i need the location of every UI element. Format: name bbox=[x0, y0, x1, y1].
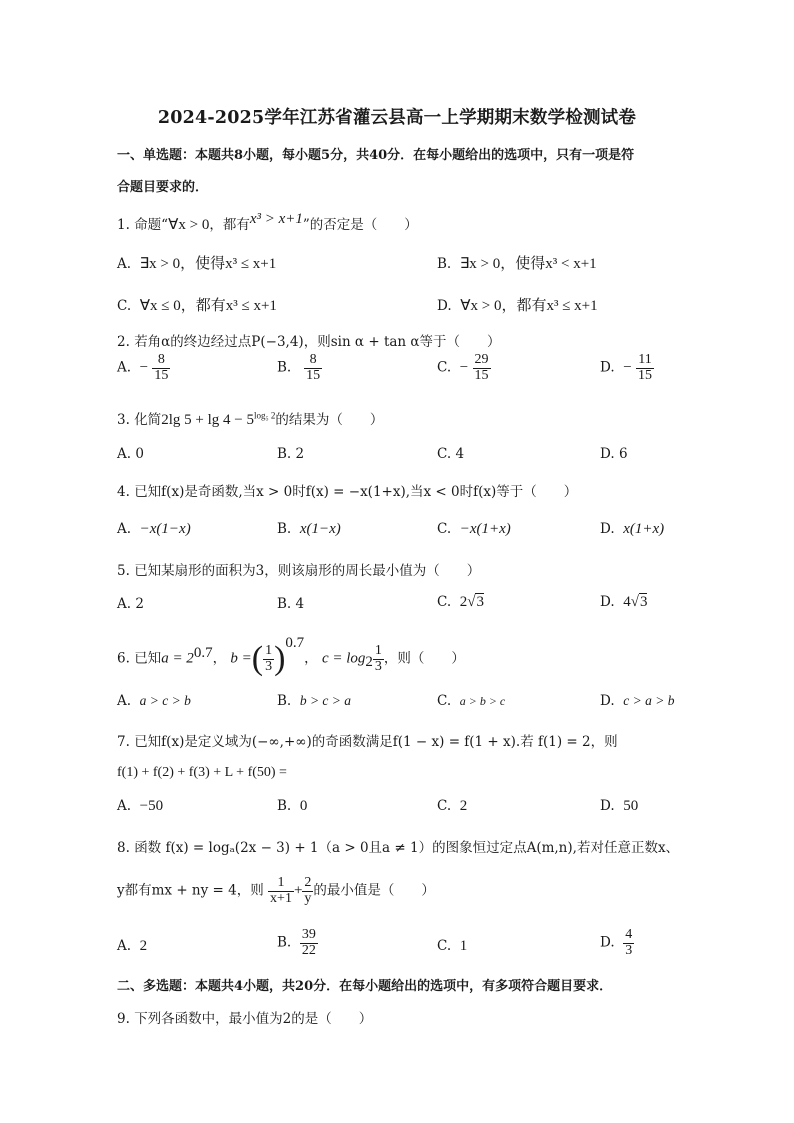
question-7-cont: f(1) + f(2) + f(3) + L + f(50) = bbox=[117, 765, 287, 780]
option-sqrt: 4√3 bbox=[623, 594, 648, 610]
option-text: x(1+x) bbox=[623, 521, 665, 537]
option-label: D. bbox=[437, 298, 452, 314]
option-label: C. bbox=[437, 938, 452, 954]
option-text: −50 bbox=[139, 798, 164, 814]
q3-exponent: log₅ 2 bbox=[253, 410, 276, 421]
q3-option-d[interactable] bbox=[600, 446, 628, 462]
q5-option-a[interactable] bbox=[117, 596, 144, 612]
q6-c-base: 2 bbox=[365, 654, 373, 671]
q4-number: 4. bbox=[117, 484, 130, 500]
q6-right-paren: ) bbox=[274, 640, 286, 677]
question-9 bbox=[117, 1007, 372, 1027]
option-sign: − bbox=[623, 359, 632, 376]
q2-option-c[interactable] bbox=[437, 353, 491, 383]
option-label: A. bbox=[117, 798, 132, 814]
option-label: A. bbox=[117, 446, 132, 462]
q8-option-c[interactable] bbox=[437, 938, 467, 955]
option-text: ∃x > 0，使得x³ < x+1 bbox=[459, 256, 597, 272]
option-label: B. bbox=[277, 359, 292, 376]
q1-mid: ，都有 bbox=[209, 217, 250, 233]
option-text: 0 bbox=[135, 446, 144, 462]
section-1-header-cont: 合题目要求的． bbox=[117, 180, 209, 195]
q1-suffix: ”的否定是（ ） bbox=[302, 217, 418, 233]
option-label: A. bbox=[117, 521, 132, 537]
option-text: 4 bbox=[455, 446, 465, 462]
q7-option-c[interactable] bbox=[437, 798, 467, 815]
q8-option-a[interactable] bbox=[117, 938, 147, 955]
q4-option-a[interactable] bbox=[117, 521, 191, 538]
option-text: ∃x > 0，使得x³ ≤ x+1 bbox=[139, 256, 277, 272]
q1-option-a[interactable] bbox=[117, 252, 276, 273]
option-label: D. bbox=[600, 798, 615, 814]
q8-fraction-2: $\frac{2}{y}$ bbox=[304, 875, 312, 906]
question-7 bbox=[117, 730, 618, 750]
q2-option-b[interactable] bbox=[277, 353, 322, 383]
q7-option-d[interactable] bbox=[600, 798, 638, 815]
q5-option-c[interactable] bbox=[437, 594, 484, 611]
option-text: 6 bbox=[618, 446, 628, 462]
option-text: a > b > c bbox=[459, 694, 506, 708]
q8-plus: + bbox=[293, 882, 303, 899]
q6-option-a[interactable] bbox=[117, 693, 191, 709]
q9-stem: 下列各函数中，最小值为2的是（ ） bbox=[134, 1011, 373, 1027]
option-label: B. bbox=[277, 934, 292, 951]
q8-number: 8. bbox=[117, 840, 130, 856]
option-text: 2 bbox=[139, 938, 148, 954]
option-label: C. bbox=[437, 693, 452, 709]
q6-sep: ， bbox=[304, 650, 318, 667]
option-fraction: $\frac{29}{15}$ bbox=[474, 352, 489, 383]
option-text: c > a > b bbox=[623, 693, 675, 708]
question-8 bbox=[117, 836, 679, 856]
question-8-cont bbox=[117, 876, 435, 906]
q8-stem2-b: 的最小值是（ ） bbox=[313, 882, 435, 899]
option-label: B. bbox=[277, 521, 292, 537]
q6-a-expr: a = 2 bbox=[161, 650, 194, 667]
option-text: −x(1+x) bbox=[459, 521, 511, 537]
option-label: B. bbox=[277, 596, 292, 612]
section-2-header: 二、多选题：本题共4小题，共20分．在每小题给出的选项中，有多项符合题目要求． bbox=[117, 979, 613, 994]
option-label: B. bbox=[437, 256, 452, 272]
option-label: B. bbox=[277, 693, 292, 709]
q1-option-b[interactable] bbox=[437, 252, 597, 273]
q7-option-a[interactable] bbox=[117, 798, 163, 815]
option-fraction: $\frac{4}{3}$ bbox=[625, 927, 633, 958]
q9-number: 9. bbox=[117, 1011, 130, 1027]
option-label: D. bbox=[600, 521, 615, 537]
option-text: −x(1−x) bbox=[139, 521, 191, 537]
question-2 bbox=[117, 330, 501, 350]
q4-option-b[interactable] bbox=[277, 521, 341, 538]
q6-b-expr: b = bbox=[230, 650, 252, 667]
q6-a-exp: 0.7 bbox=[193, 645, 213, 661]
question-3 bbox=[117, 408, 383, 429]
q5-option-d[interactable] bbox=[600, 594, 647, 611]
option-label: A. bbox=[117, 938, 132, 954]
q4-option-c[interactable] bbox=[437, 521, 511, 538]
option-label: B. bbox=[277, 798, 292, 814]
option-sign: − bbox=[459, 359, 469, 376]
q6-b-fraction: $\frac{1}{3}$ bbox=[265, 642, 273, 674]
q6-left-paren: ( bbox=[251, 640, 264, 677]
q8-option-b[interactable] bbox=[277, 928, 318, 958]
option-text: a > c > b bbox=[139, 693, 191, 708]
q7-option-b[interactable] bbox=[277, 798, 307, 815]
q1-expr: x³ > x+1 bbox=[249, 211, 303, 227]
option-label: C. bbox=[117, 298, 132, 314]
question-6 bbox=[117, 635, 465, 677]
q3-option-a[interactable] bbox=[117, 446, 144, 462]
option-text: b > c > a bbox=[299, 693, 352, 708]
q2-option-a[interactable] bbox=[117, 353, 170, 383]
q3-option-b[interactable] bbox=[277, 446, 304, 462]
option-label: C. bbox=[437, 798, 452, 814]
q3-expr: 2lg 5 + lg 4 − 5 bbox=[161, 412, 254, 428]
q1-forall: ∀x > 0 bbox=[168, 217, 210, 233]
q6-b-exp: 0.7 bbox=[285, 635, 305, 651]
option-text: 2 bbox=[459, 798, 468, 814]
q7-number: 7. bbox=[117, 734, 130, 750]
option-text: 2 bbox=[295, 446, 305, 462]
q6-option-c[interactable] bbox=[437, 693, 505, 709]
q8-stem: 函数 f(x) = logₐ(2x − 3) + 1（a > 0且a ≠ 1）的图象恒过定点A(m,n),若对任意正数x、 bbox=[134, 840, 680, 856]
q6-option-d[interactable] bbox=[600, 693, 674, 709]
q6-stem-b: ，则（ ） bbox=[383, 650, 465, 667]
q3-stem-a: 化简 bbox=[134, 412, 162, 428]
q6-sep: ， bbox=[212, 650, 227, 667]
option-label: D. bbox=[600, 693, 615, 709]
option-label: D. bbox=[600, 359, 615, 376]
q3-stem-b: 的结果为（ ） bbox=[275, 412, 384, 428]
option-label: A. bbox=[117, 256, 132, 272]
question-5 bbox=[117, 559, 480, 579]
option-label: C. bbox=[437, 521, 452, 537]
q5-stem: 已知某扇形的面积为3，则该扇形的周长最小值为（ ） bbox=[134, 563, 481, 579]
option-label: D. bbox=[600, 934, 615, 951]
q1-prefix: 命题“ bbox=[134, 217, 169, 233]
option-label: D. bbox=[600, 446, 615, 462]
q1-option-c[interactable] bbox=[117, 294, 277, 315]
q1-number: 1. bbox=[117, 217, 130, 233]
page-title: 2024-2025学年江苏省灌云县高一上学期期末数学检测试卷 bbox=[157, 108, 637, 128]
option-text: ∀x > 0，都有x³ ≤ x+1 bbox=[460, 298, 598, 314]
option-label: A. bbox=[117, 693, 132, 709]
option-label: B. bbox=[277, 446, 292, 462]
q6-stem-a: 已知 bbox=[134, 650, 162, 667]
option-text: 4 bbox=[295, 596, 305, 612]
option-label: A. bbox=[117, 596, 132, 612]
option-label: C. bbox=[437, 446, 452, 462]
q6-option-b[interactable] bbox=[277, 693, 351, 709]
option-fraction: $\frac{39}{22}$ bbox=[301, 927, 316, 958]
q2-number: 2. bbox=[117, 334, 130, 350]
question-1 bbox=[117, 213, 418, 234]
option-text: ∀x ≤ 0，都有x³ ≤ x+1 bbox=[139, 298, 277, 314]
q8-fraction-1: $\frac{1}{x+1}$ bbox=[270, 875, 292, 906]
option-fraction: $\frac{11}{15}$ bbox=[638, 352, 652, 383]
q2-stem: 若角α的终边经过点P(−3,4)，则sin α + tan α等于（ ） bbox=[134, 334, 501, 350]
q6-number: 6. bbox=[117, 650, 130, 667]
option-text: 2 bbox=[135, 596, 144, 612]
q3-option-c[interactable] bbox=[437, 446, 464, 462]
q5-number: 5. bbox=[117, 563, 130, 579]
option-text: 50 bbox=[623, 798, 639, 814]
question-4 bbox=[117, 480, 577, 500]
q7-stem: 已知f(x)是定义域为(−∞,+∞)的奇函数满足f(1 − x) = f(1 + x).若 f(1) = 2，则 bbox=[134, 734, 618, 750]
q1-option-d[interactable] bbox=[437, 294, 598, 315]
q2-option-d[interactable] bbox=[600, 353, 654, 383]
q4-option-d[interactable] bbox=[600, 521, 664, 538]
q5-option-b[interactable] bbox=[277, 596, 304, 612]
q8-option-d[interactable] bbox=[600, 928, 634, 958]
option-label: C. bbox=[437, 359, 452, 376]
q6-c-expr: c = log bbox=[321, 650, 366, 667]
option-text: 1 bbox=[459, 938, 468, 954]
option-label: C. bbox=[437, 594, 452, 610]
q8-stem2-a: y都有mx + ny = 4，则 bbox=[117, 882, 264, 899]
option-label: D. bbox=[600, 594, 615, 610]
q3-number: 3. bbox=[117, 412, 130, 428]
option-fraction: $\frac{8}{15}$ bbox=[154, 352, 169, 383]
option-text: 0 bbox=[299, 798, 308, 814]
option-text: x(1−x) bbox=[299, 521, 341, 537]
option-label: A. bbox=[117, 359, 132, 376]
q4-stem: 已知f(x)是奇函数,当x > 0时f(x) = −x(1+x),当x < 0时f(x)等于（ ） bbox=[134, 484, 578, 500]
option-sign: − bbox=[139, 359, 149, 376]
option-sqrt: 2√3 bbox=[459, 594, 484, 610]
section-1-header: 一、单选题：本题共8小题，每小题5分，共40分．在每小题给出的选项中，只有一项是符 bbox=[117, 148, 635, 163]
q6-c-fraction: $\frac{1}{3}$ bbox=[374, 642, 382, 674]
option-fraction: $\frac{8}{15}$ bbox=[306, 352, 321, 383]
